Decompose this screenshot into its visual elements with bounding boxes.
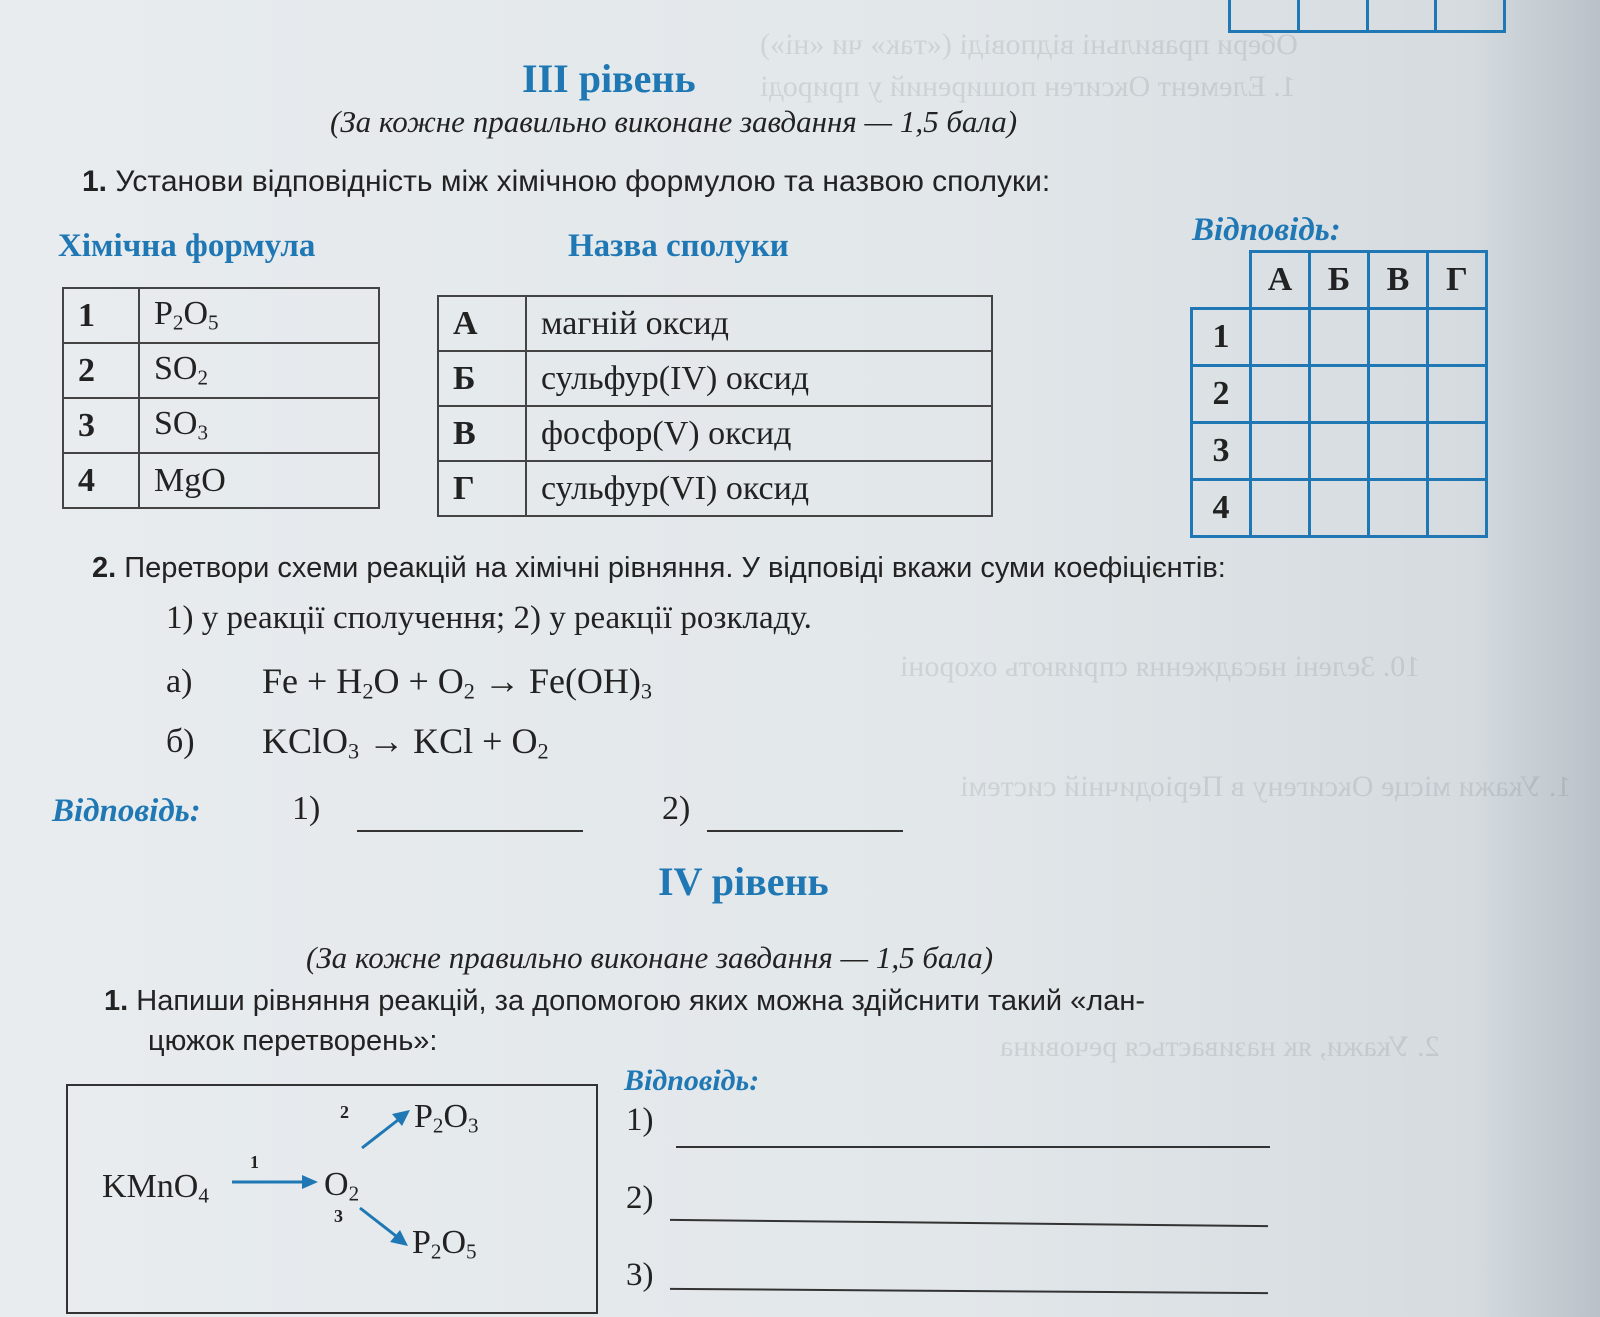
row-number: 3 <box>63 398 139 453</box>
arrow2-number: 2 <box>340 1102 349 1122</box>
answer-cell[interactable] <box>1310 480 1369 537</box>
level4-title: IV рівень <box>658 859 829 904</box>
arrow1-icon <box>230 1166 320 1196</box>
task-number: 1. <box>104 985 129 1017</box>
equation-b-label: б) <box>166 723 195 760</box>
formula-cell: $P_2O_5$ <box>139 288 379 343</box>
answer-cell[interactable] <box>1428 366 1487 423</box>
formula-table <box>62 287 380 509</box>
transformation-scheme <box>66 1084 598 1314</box>
answer-grid-row <box>1192 423 1487 480</box>
answer-item-label: 3) <box>626 1257 654 1293</box>
answer-cell[interactable] <box>1369 480 1428 537</box>
level3-points-note: (За кожне правильно виконане завдання — 1,5 бала) <box>330 104 1018 139</box>
answer-item-label: 1) <box>626 1102 654 1138</box>
answer-line-3[interactable] <box>670 1288 1268 1294</box>
arrow3-icon <box>354 1202 414 1252</box>
scheme-bottom-compound: $P_2O_5$ <box>412 1224 477 1264</box>
task4-1-text <box>104 985 1145 1018</box>
scheme-top-compound: $P_2O_3$ <box>414 1098 479 1138</box>
task3-1-text <box>82 165 1050 199</box>
arrow1-number: 1 <box>250 1152 259 1172</box>
table-row <box>63 398 379 453</box>
scheme-start-compound: KMnO$_4$ <box>102 1168 209 1208</box>
equation-a: $Fe + H_2O + O_2 \to Fe(OH)_3$ <box>262 661 653 704</box>
bleed-through-text: 1. Елемент Оксиген поширений у природі <box>760 70 1296 103</box>
answer-line-1[interactable] <box>676 1146 1270 1148</box>
level3-title: III рівень <box>522 56 696 101</box>
answer1-line[interactable] <box>357 830 583 832</box>
task3-2-subtext: 1) у реакції сполучення; 2) у реакції розкладу. <box>166 600 812 636</box>
scheme-mid-compound: $O_2$ <box>324 1166 360 1206</box>
grid-col-label: Г <box>1428 252 1487 309</box>
answer-label: Відповідь: <box>52 793 201 829</box>
grid-col-label: А <box>1251 252 1310 309</box>
grid-row-label: 2 <box>1192 366 1251 423</box>
arrow2-icon <box>356 1106 416 1156</box>
answer-label: Відповідь: <box>1192 212 1341 248</box>
row-letter: В <box>438 406 526 461</box>
answer2-line[interactable] <box>707 830 903 832</box>
answer2-label: 2) <box>662 790 691 827</box>
answer-item-label: 2) <box>626 1180 654 1216</box>
answer-line-2[interactable] <box>670 1219 1268 1227</box>
answer-cell[interactable] <box>1251 309 1310 366</box>
formula-column-header: Хімічна формула <box>58 228 316 264</box>
grid-col-label: В <box>1369 252 1428 309</box>
answer-cell[interactable] <box>1251 480 1310 537</box>
grid-row-label: 1 <box>1192 309 1251 366</box>
answer-grid <box>1190 250 1488 538</box>
answer-cell[interactable] <box>1428 423 1487 480</box>
table-row <box>438 296 992 351</box>
table-row <box>63 288 379 343</box>
grid-row-label: 3 <box>1192 423 1251 480</box>
level4-points-note: (За кожне правильно виконане завдання — 1,5 бала) <box>306 940 994 975</box>
row-letter: А <box>438 296 526 351</box>
equation-a-label: а) <box>166 663 193 700</box>
task-number: 2. <box>92 552 117 584</box>
table-row <box>438 406 992 461</box>
arrow3-number: 3 <box>334 1206 343 1226</box>
previous-answer-grid <box>1228 0 1506 33</box>
grid-col-label: Б <box>1310 252 1369 309</box>
row-letter: Г <box>438 461 526 516</box>
bleed-through-text: 1. Укажи місце Оксигену в Періодичній системі <box>960 770 1572 803</box>
bleed-through-text: Обери правильні відповіді («так» чи «ні») <box>760 28 1298 61</box>
compound-name: магній оксид <box>526 296 992 351</box>
answer-cell[interactable] <box>1369 309 1428 366</box>
row-number: 1 <box>63 288 139 343</box>
answer-cell[interactable] <box>1310 423 1369 480</box>
answer-grid-row <box>1192 480 1487 537</box>
answer-label: Відповідь: <box>624 1064 760 1097</box>
formula-cell: $SO_3$ <box>139 398 379 453</box>
row-letter: Б <box>438 351 526 406</box>
task-number: 1. <box>82 165 108 198</box>
bleed-through-text: 2. Укажи, як називається речовина <box>1000 1030 1440 1063</box>
answer-cell[interactable] <box>1251 366 1310 423</box>
compound-name: сульфур(VI) оксид <box>526 461 992 516</box>
answer-cell[interactable] <box>1310 309 1369 366</box>
table-row <box>438 461 992 516</box>
row-number: 2 <box>63 343 139 398</box>
bleed-through-text: 10. Зелені насадження сприяють охороні <box>900 650 1421 683</box>
name-column-header: Назва сполуки <box>568 228 789 264</box>
task-text: Напиши рівняння реакцій, за допомогою яких можна здійснити такий «лан- <box>136 985 1146 1017</box>
compound-name-table <box>437 295 993 517</box>
formula-cell: $SO_2$ <box>139 343 379 398</box>
row-number: 4 <box>63 453 139 508</box>
answer-grid-row <box>1192 309 1487 366</box>
formula-cell: MgO <box>139 453 379 508</box>
answer-grid-row <box>1192 366 1487 423</box>
table-row <box>438 351 992 406</box>
table-row <box>63 343 379 398</box>
answer-cell[interactable] <box>1251 423 1310 480</box>
compound-name: сульфур(IV) оксид <box>526 351 992 406</box>
grid-corner <box>1192 252 1251 309</box>
answer-grid-header <box>1192 252 1487 309</box>
answer-cell[interactable] <box>1369 423 1428 480</box>
task-text: Перетвори схеми реакцій на хімічні рівняння. У відповіді вкажи суми коефіцієнтів: <box>124 552 1226 584</box>
answer-cell[interactable] <box>1310 366 1369 423</box>
equation-b: KClO$_3$ → KCl + $O_2$ <box>262 721 549 764</box>
task-text: Установи відповідність між хімічною формулою та назвою сполуки: <box>115 165 1051 198</box>
grid-row-label: 4 <box>1192 480 1251 537</box>
task3-2-text <box>92 552 1226 585</box>
answer-cell[interactable] <box>1428 309 1487 366</box>
task4-1-text-cont: цюжок перетворень»: <box>148 1025 438 1057</box>
compound-name: фосфор(V) оксид <box>526 406 992 461</box>
answer-cell[interactable] <box>1369 366 1428 423</box>
table-row <box>63 453 379 508</box>
answer-cell[interactable] <box>1428 480 1487 537</box>
answer1-label: 1) <box>292 790 321 827</box>
